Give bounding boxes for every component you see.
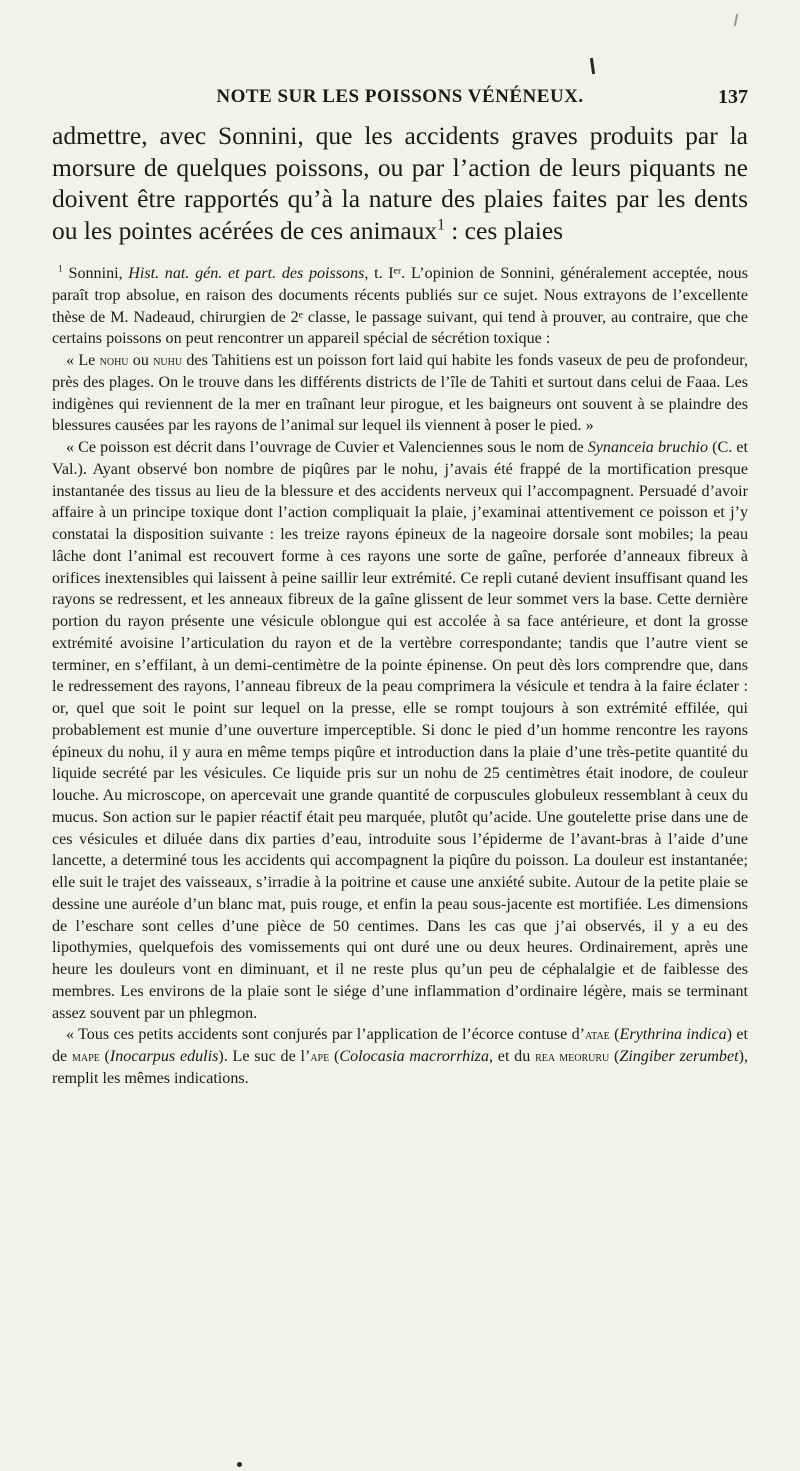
species-name: Colocasia macrorrhiza bbox=[339, 1048, 489, 1065]
quote-paragraph bbox=[52, 350, 748, 437]
plant-name: ape bbox=[310, 1049, 330, 1064]
footnote-marker: 1 bbox=[58, 263, 63, 275]
species-name: Erythrina indica bbox=[619, 1026, 727, 1044]
ink-speck bbox=[734, 14, 738, 26]
plant-name: atae bbox=[585, 1027, 610, 1043]
plant-name: rea meoruru bbox=[535, 1049, 610, 1064]
quote-text: ( bbox=[609, 1026, 620, 1044]
quote-text: ) et de bbox=[52, 1026, 748, 1065]
quote-text: ( bbox=[609, 1048, 620, 1065]
ink-dot bbox=[237, 1462, 242, 1467]
ink-speck bbox=[590, 58, 595, 74]
footnote bbox=[52, 263, 748, 1090]
species-name: Inocarpus edulis bbox=[109, 1048, 219, 1065]
running-title: NOTE SUR LES POISSONS VÉNÉNEUX. bbox=[216, 86, 584, 107]
quote-text: « Ce poisson est décrit dans l’ouvrage de Cuvier et Valenciennes sous le nom de bbox=[66, 439, 588, 456]
quote-text: des Tahitiens est un poisson fort laid qui habite les fonds vaseux de peu de profondeur, près des plages. On le trouve dans les différents districts de l’île de Tahiti et surtout dans celui de Faaa. Les indigènes qui reviennent de la mer en traînant leur pirogue, et les baigneurs ont souvent à se plaindre des blessures causées par les rayons de l’animal sur lequel ils viennent à poser le pied. » bbox=[52, 352, 749, 435]
fish-name: nohu bbox=[99, 353, 129, 368]
quote-text: ( bbox=[99, 1048, 110, 1065]
species-name: Zingiber zerumbet bbox=[619, 1048, 739, 1065]
footnote-paragraph bbox=[52, 263, 748, 350]
footnote-reference: 1 bbox=[437, 216, 445, 233]
quote-paragraph bbox=[52, 1024, 748, 1089]
footnote-text: Sonnini, bbox=[62, 265, 129, 282]
quote-text: ou bbox=[128, 352, 154, 369]
species-name: Synanceia bruchio bbox=[587, 439, 709, 456]
main-text-tail: : ces plaies bbox=[444, 215, 564, 245]
footnote-text: , t. Iᵉʳ. L’opinion de Sonnini, généralement acceptée, nous paraît trop absolue, en raison des documents récents publiés sur ce sujet. Nous extrayons de l’excellente thèse de M. Nadeaud, chirurgien de 2ᵉ classe, le passage suivant, qui tend à prouver, au contraire, que che certains poissons on peut rencontrer un appareil spécial de sécrétion toxique : bbox=[52, 265, 748, 348]
main-paragraph bbox=[52, 120, 748, 246]
page-header bbox=[52, 82, 748, 110]
fish-name: nuhu bbox=[153, 353, 183, 368]
quote-text: ). Le suc de l’ bbox=[218, 1048, 311, 1065]
quote-text: , et du bbox=[489, 1048, 536, 1065]
citation-title: Hist. nat. gén. et part. des poissons bbox=[128, 265, 365, 282]
quote-text: (C. et Val.). Ayant observé bon nombre de piqûres par le nohu, j’avais été frappé de la mortification presque instantanée des tissus au lieu de la blessure et des accidents nerveux qui l’accompagnent. Persuadé d’avoir affaire à un principe toxique dont l’action compliquait la plaie, j’examinai attentivement ce poisson et j’y constatai la disposition suivante : les treize rayons épineux de la nageoire dorsale sont mobiles; la peau lâche dont l’animal est recouvert forme à ces rayons une sorte de gaîne, perforée d’anneaux fibreux à orifices inextensibles qui laissent à peine saillir leur extrémité. Ce repli cutané devient insuffisant quand les rayons se redressent, et les anneaux fibreux de la gaîne glissent de leur sommet vers la base. Cette dernière portion du rayon présente une vésicule oblongue qui est accolée à sa face antérieure, et dont la grosse extrémité avoisine l’articulation du rayon et de la vertèbre correspondante; tandis que l’autre vient se terminer, en s’effilant, à un demi-centimètre de la pointe épinense. On peut dès lors comprendre que, dans le redressement des rayons, l’anneau fibreux de la peau comprimera la vésicule et tendra à la faire éclater : or, quel que soit le point sur lequel on la presse, elle se rompt toujours à son extrémité effilée, qui probablement est munie d’une ouverture imperceptible. Si donc le pied d’un homme rencontre les rayons épineux du nohu, il y aura en même temps piqûre et introduction dans la plaie d’une très-petite quantité du liquide secrété par les vésicules. Ce liquide pris sur un nohu de 25 centimètres était inodore, de couleur louche. Au microscope, on apercevait une grande quantité de corpuscules globuleux ressemblant à ceux du mucus. Son action sur le papier réactif était peu marquée, plutôt qu’acide. Une goutelette prise dans une de ces vésicules et diluée dans dix parties d’eau, introduite sous l’épiderme de l’avant-bras à l’aide d’une lancette, a determiné tous les accidents qui accompagnent la piqûre du poisson. La douleur est instantanée; elle suit le trajet des vaisseaux, s’irradie à la poitrine et cause une anxiété subite. Autour de la petite plaie se dessine une auréole d’un blanc mat, puis rouge, et enfin la peau sous-jacente est mortifiée. Les dimensions de l’eschare sont celles d’une pièce de 50 centimes. Dans les cas que j’ai observés, il y a eu des lipothymies, quelquefois des vomissements qui ont duré une ou deux heures. Ordinairement, après une heure les douleurs vont en diminuant, et il ne reste plus qu’un peu de céphalalgie et de faiblesse des membres. Les environs de la plaie sont le siége d’une inflammation d’ordinaire légère, mais se terminant assez souvent par un phlegmon. bbox=[52, 439, 748, 1022]
quote-text: « Tous ces petits accidents sont conjurés par l’application de l’écorce contuse d’ bbox=[66, 1026, 586, 1044]
quote-text: « Le bbox=[66, 352, 100, 369]
plant-name: mape bbox=[71, 1049, 100, 1064]
quote-paragraph bbox=[52, 437, 748, 1024]
quote-text: ), remplit les mêmes indications. bbox=[52, 1048, 748, 1087]
page-number: 137 bbox=[718, 86, 748, 108]
quote-text: ( bbox=[329, 1048, 340, 1065]
main-text: admettre, avec Sonnini, que les accidents graves produits par la morsure de quelques poissons, ou par l’action de leurs piquants ne doivent être rapportés qu’à la nature des plaies faites par les dents ou les pointes acérées de ces animaux bbox=[52, 121, 748, 245]
